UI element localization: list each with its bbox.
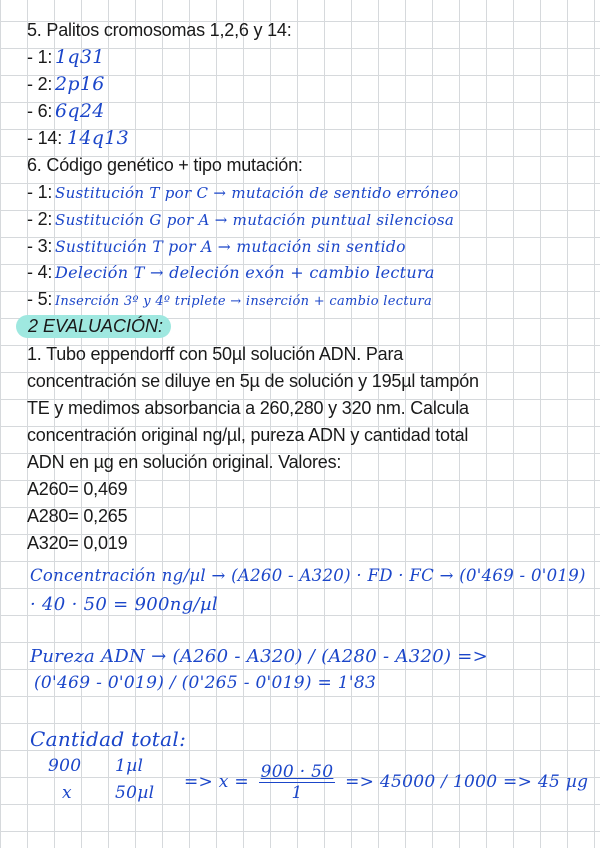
fraction-numerator: 900 · 50 [260,762,334,782]
concentration-line-2: · 40 · 50 = 900ng/µl [30,594,218,615]
section-6-item-2 [27,209,454,230]
equation-result: => 45000 / 1000 => 45 µg [345,772,589,792]
item-label: - 3: [27,236,53,256]
section-6-item-4 [27,262,435,283]
handwritten-value: 2p16 [55,73,105,95]
rule-of-three-50ul: 50µl [115,783,155,803]
item-label: - 14: [27,128,63,148]
fraction-denominator: 1 [291,783,303,803]
item-label: - 2: [27,74,53,94]
item-label: - 6: [27,101,53,121]
section-5-item-4 [27,127,129,149]
section-5-title: 5. Palitos cromosomas 1,2,6 y 14: [27,20,292,40]
value-a260: A260= 0,469 [27,479,128,499]
handwritten-value: Sustitución G por A → mutación puntual silenciosa [55,211,455,229]
handwritten-value: Sustitución T por C → mutación de sentido erróneo [55,184,459,202]
concentration-line-1: Concentración ng/µl → (A260 - A320) · FD · FC → (0'469 - 0'019) [30,566,586,585]
handwritten-value: 1q31 [55,46,105,68]
value-a320: A320= 0,019 [27,533,128,553]
problem-line-4: concentración original ng/µl, pureza ADN y cantidad total [27,425,469,445]
item-label: - 1: [27,182,53,202]
problem-line-3: TE y medimos absorbancia a 260,280 y 320 nm. Calcula [27,398,469,418]
total-amount-title: Cantidad total: [30,727,187,751]
purity-line-2: (0'469 - 0'019) / (0'265 - 0'019) = 1'83 [34,673,377,693]
purity-line-1: Pureza ADN → (A260 - A320) / (A280 - A320) => [30,646,489,667]
section-6-title: 6. Código genético + tipo mutación: [27,155,303,175]
section-6-item-3 [27,236,406,257]
handwritten-value: Inserción 3º y 4º triplete → inserción + cambio lectura [55,294,433,309]
problem-line-5: ADN en µg en solución original. Valores: [27,452,342,472]
fraction [259,762,336,803]
section-5-item-3 [27,100,105,122]
item-label: - 1: [27,47,53,67]
handwritten-value: 6q24 [55,100,105,122]
rule-of-three-900: 900 [48,756,82,776]
section-5-item-2 [27,73,105,95]
problem-line-1: 1. Tubo eppendorff con 50µl solución ADN. Para [27,344,404,364]
item-label: - 5: [27,289,53,309]
item-label: - 2: [27,209,53,229]
handwritten-value: Deleción T → deleción exón + cambio lectura [55,263,435,282]
evaluation-heading: 2 EVALUACIÓN: [16,315,171,338]
value-a280: A280= 0,265 [27,506,128,526]
handwritten-value: 14q13 [67,127,130,149]
section-6-item-1 [27,182,458,203]
section-5-item-1 [27,46,105,68]
rule-of-three-1ul: 1µl [115,756,144,776]
item-label: - 4: [27,262,53,282]
section-6-item-5 [27,289,432,310]
equation-lhs: => x = [184,772,249,792]
handwritten-value: Sustitución T por A → mutación sin sentido [55,238,406,256]
rule-of-three-x: x [62,783,72,803]
problem-line-2: concentración se diluye en 5µ de solución y 195µl tampón [27,371,479,391]
rule-of-three-equation [184,762,588,803]
